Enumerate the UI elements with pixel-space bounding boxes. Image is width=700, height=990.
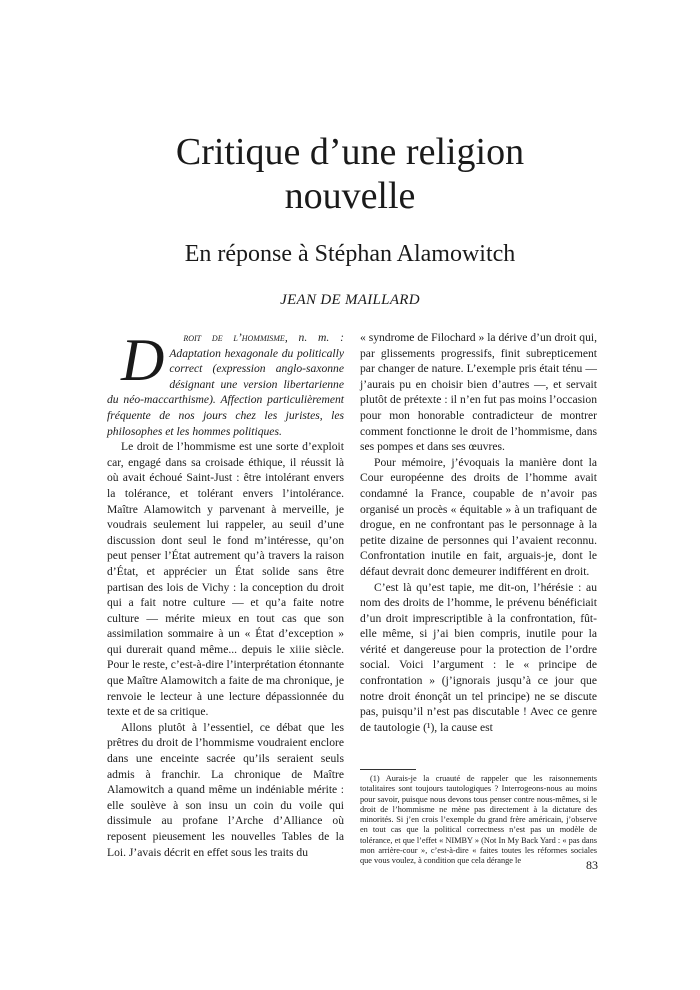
footnote-1: (1) Aurais-je la cruauté de rappeler que les raisonnements totalitaires sont toujours tautologiques ? Interrogeons-nous au moins pour savoir, puisque nous devons tous penser contre nous-mêmes, si le droit de l’hommisme ne mène pas directement à la dictature des minorités. Si j’en crois l’exemple du grand frère américain, j’observe en tout cas que la political correctness n’est pas un modèle de tolérance, et que l’effet « NIMBY » (Not In My Back Yard : « pas dans mon arrière-cour », c’est-à-dire « faites toutes les réformes sociales que vous voulez, à condition que cela dérange le <box>360 774 597 866</box>
article-subtitle: En réponse à Stéphan Alamowitch <box>184 241 516 267</box>
right-column <box>360 330 597 735</box>
article-title <box>0 130 700 218</box>
definition-head: roit de l’hommisme, <box>183 331 288 344</box>
body-paragraph: C’est là qu’est tapie, me dit-on, l’hérésie : au nom des droits de l’homme, le prévenu bénéficiait d’un droit imprescriptible à la confrontation, fût-elle même, si j’ai bien compris, inutile pour la vérité et dangereuse pour la protection de l’ordre social. Voici l’argument : le « principe de confrontation » (j’ignorais jusqu’à ce jour que notre droit énonçât un tel principe) ne se discute pas, puisqu’il n’est pas discutable ! Avec ce genre de tautologie (¹), la cause est <box>360 580 597 734</box>
definition-paragraph <box>107 327 345 439</box>
title-line-1: Critique d’une religion <box>175 131 525 173</box>
drop-cap: D <box>121 327 165 393</box>
footnote-divider <box>360 769 416 770</box>
page-number: 83 <box>586 858 598 872</box>
left-column <box>107 327 345 860</box>
author-name: JEAN DE MAILLARD <box>280 292 420 308</box>
title-line-2: nouvelle <box>284 175 416 217</box>
body-paragraph: « syndrome de Filochard » la dérive d’un droit qui, par glissements progressifs, finit subrepticement par changer de nature. L’exemple pris était ténu — j’aurais pu en choisir bien d’autres —, et servait plutôt de prétexte : il n’en fut pas moins l’occasion pour mon honorable contradicteur de montrer comment fonctionne le droit de l’hommisme, dans ses pompes et dans ses œuvres. <box>360 331 597 454</box>
body-paragraph: Le droit de l’hommisme est une sorte d’exploit car, engagé dans sa croisade éthique, il réussit là où avait échoué Saint-Just : être intolérant envers la tolérance, et tolérant envers l’intolérance. Maître Alamowitch y parvenant à merveille, je voudrais seulement lui rappeler, au seuil d’une discussion dont seul le fond m’intéresse, qu’on peut penser l’État autrement qu’à travers la raison d’État, et apprécier un État solide sans être partisan des lois de Vichy : la conception du droit qui a fait notre culture — et qu’a faite notre culture — mérite mieux en tout cas que son assimilation sommaire à un « État d’exception » qui durerait quand même... depuis le xiiie siècle. Pour le reste, c’est-à-dire l’interprétation étonnante que Maître Alamowitch a faite de ma chronique, je renvoie le lecteur à une lecture dépassionnée du texte et de sa critique. <box>107 440 344 719</box>
definition-body: n. m. : Adaptation hexagonale du politically correct (expression anglo-saxonne désignant une version libertarienne du néo-maccarthisme). Affection particulièrement fréquente de nos jours chez les juristes, les philosophes et les hommes politiques. <box>107 331 345 438</box>
body-paragraph: Allons plutôt à l’essentiel, ce débat que les prêtres du droit de l’hommisme voudraient enclore dans une enceinte sacrée qu’ils seraient seuls admis à franchir. La chronique de Maître Alamowitch a quand même un indéniable mérite : elle soulève à son insu un coin du voile qui dissimule au profane l’Arche d’Alliance où reposent pieusement les nouvelles Tables de la Loi. J’avais décrit en effet sous les traits du <box>107 720 344 859</box>
footnotes <box>360 774 597 867</box>
body-paragraph: Pour mémoire, j’évoquais la manière dont la Cour européenne des droits de l’homme avait condamné la France, coupable de n’avoir pas organisé un procès « équitable » à un trafiquant de drogue, en ne confrontant pas le personnage à la petite dizaine de personnes qui l’avaient reconnu. Confrontation inutile en fait, arguais-je, dont le défaut devrait donc demeurer indifférent en droit. <box>360 455 597 578</box>
